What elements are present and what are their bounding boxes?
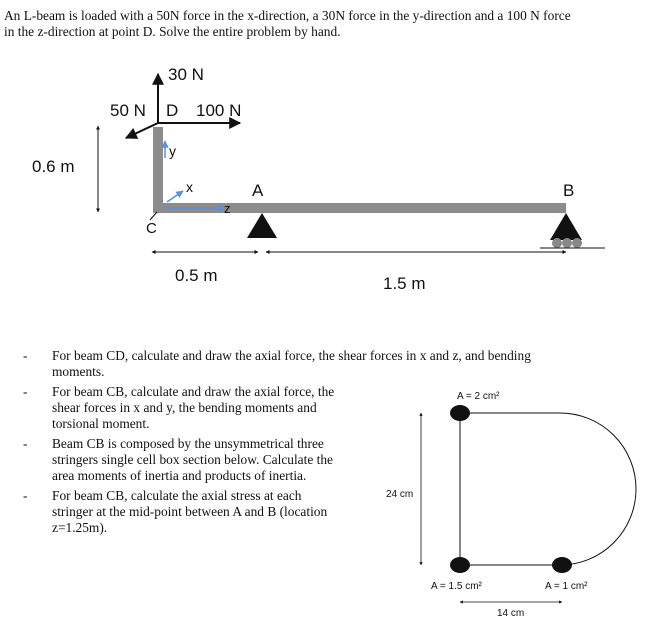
- task-line: torsional moment.: [52, 416, 150, 431]
- task-line: For beam CD, calculate and draw the axial force, the shear forces in x and z, and bending: [52, 348, 531, 363]
- force-50n-label: 50 N: [110, 101, 146, 120]
- point-c-leader: [150, 212, 157, 220]
- y-axis-label: y: [169, 143, 176, 159]
- point-d-label: D: [166, 101, 179, 120]
- area-bottom-right-label: A = 1 cm²: [545, 581, 588, 592]
- task-marker: -: [23, 384, 28, 399]
- support-b-roller: [550, 213, 582, 240]
- height-dimension-label: 0.6 m: [32, 157, 75, 176]
- task-line: moments.: [52, 364, 105, 379]
- area-top-label: A = 2 cm²: [457, 391, 500, 402]
- roller-wheel-1: [552, 238, 562, 248]
- beam-cd: [153, 127, 163, 208]
- support-a-pin: [247, 213, 277, 238]
- z-axis-label: z: [224, 201, 231, 216]
- task-line: shear forces in x and y, the bending moments and: [52, 400, 317, 415]
- task-line: For beam CB, calculate the axial stress at each: [52, 488, 302, 503]
- roller-wheel-3: [572, 238, 582, 248]
- task-marker: -: [23, 436, 28, 451]
- x-axis-arrow: [167, 191, 183, 202]
- point-c-label: C: [146, 220, 157, 237]
- x-axis-label: x: [186, 179, 193, 195]
- force-100n-label: 100 N: [196, 101, 242, 120]
- stringer-bottom-left: [450, 557, 470, 573]
- task-line: stringers single cell box section below. Calculate the: [52, 452, 334, 467]
- task-line: z=1.25m).: [52, 520, 108, 535]
- point-b-label: B: [563, 181, 575, 200]
- roller-wheel-2: [562, 238, 572, 248]
- task-line: area moments of inertia and products of inertia.: [52, 468, 307, 483]
- force-30n-label: 30 N: [168, 65, 204, 84]
- section-width-label: 14 cm: [497, 608, 525, 619]
- area-bottom-left-label: A = 1.5 cm²: [431, 581, 482, 592]
- dimension-ab-label: 1.5 m: [383, 274, 426, 293]
- section-curved-wall: [560, 413, 636, 565]
- stringer-top: [450, 405, 470, 421]
- task-marker: -: [23, 488, 28, 503]
- problem-statement-line-1: An L-beam is loaded with a 50N force in the x-direction, a 30N force in the y-direction and a 100 N force: [4, 8, 571, 23]
- dimension-ca-label: 0.5 m: [175, 266, 218, 285]
- stringer-bottom-right: [552, 557, 572, 573]
- task-line: For beam CB, calculate and draw the axial force, the: [52, 384, 335, 399]
- task-line: stringer at the mid-point between A and B (location: [52, 504, 328, 519]
- box-section-diagram: [386, 391, 636, 619]
- point-a-label: A: [252, 181, 264, 200]
- task-line: Beam CB is composed by the unsymmetrical three: [52, 436, 324, 451]
- problem-statement-line-2: in the z-direction at point D. Solve the entire problem by hand.: [4, 24, 341, 39]
- task-marker: -: [23, 348, 28, 363]
- section-height-label: 24 cm: [386, 489, 414, 500]
